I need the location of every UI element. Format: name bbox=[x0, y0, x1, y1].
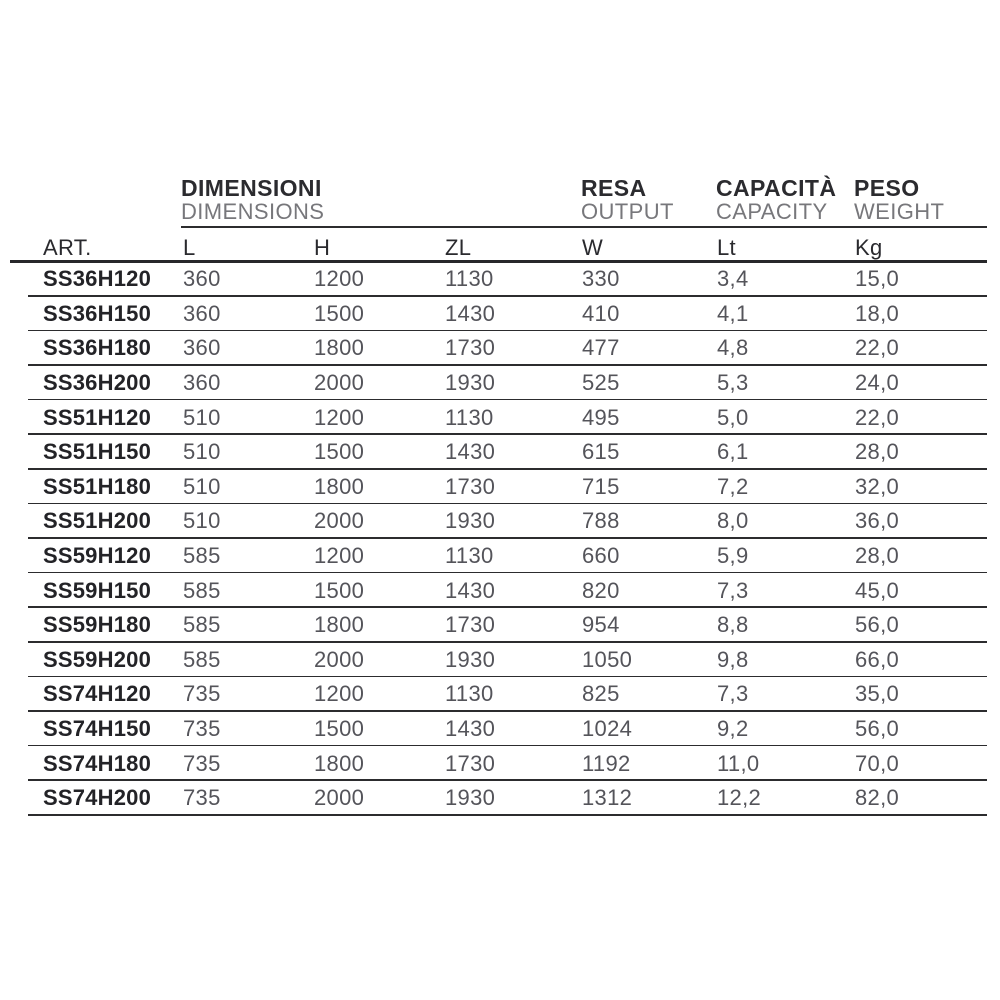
cell-l: 360 bbox=[183, 370, 221, 396]
cell-zl: 1730 bbox=[445, 612, 496, 638]
cell-l: 585 bbox=[183, 612, 221, 638]
cell-zl: 1930 bbox=[445, 646, 496, 672]
group-header-dimensions bbox=[181, 176, 324, 223]
cell-zl: 1130 bbox=[445, 404, 494, 430]
group-header-primary: CAPACITÀ bbox=[716, 175, 837, 201]
group-underline bbox=[181, 226, 987, 228]
art-code: SS59H200 bbox=[43, 646, 152, 672]
cell-lt: 7,2 bbox=[717, 473, 749, 499]
table-row bbox=[10, 781, 987, 816]
cell-w: 820 bbox=[582, 577, 620, 603]
cell-l: 585 bbox=[183, 543, 221, 569]
cell-h: 1500 bbox=[314, 577, 365, 603]
cell-lt: 4,8 bbox=[717, 335, 749, 361]
cell-lt: 8,0 bbox=[717, 508, 749, 534]
cell-l: 360 bbox=[183, 300, 221, 326]
table-row bbox=[10, 435, 987, 470]
table-body bbox=[10, 262, 987, 816]
cell-h: 1800 bbox=[314, 750, 365, 776]
art-code: SS51H180 bbox=[43, 473, 152, 499]
table-row bbox=[10, 643, 987, 678]
group-header-primary: RESA bbox=[581, 175, 647, 201]
cell-h: 1200 bbox=[314, 681, 365, 707]
cell-kg: 82,0 bbox=[855, 785, 900, 811]
cell-zl: 1730 bbox=[445, 335, 496, 361]
art-code: SS74H120 bbox=[43, 681, 152, 707]
cell-w: 525 bbox=[582, 370, 620, 396]
cell-zl: 1130 bbox=[445, 681, 494, 707]
cell-l: 735 bbox=[183, 750, 221, 776]
cell-h: 1500 bbox=[314, 439, 365, 465]
art-code: SS59H120 bbox=[43, 543, 152, 569]
cell-w: 715 bbox=[582, 473, 620, 499]
cell-zl: 1430 bbox=[445, 716, 496, 742]
cell-w: 1192 bbox=[582, 750, 631, 776]
cell-w: 477 bbox=[582, 335, 620, 361]
group-header-secondary: OUTPUT bbox=[581, 199, 674, 224]
cell-h: 1500 bbox=[314, 300, 365, 326]
art-code: SS59H180 bbox=[43, 612, 152, 638]
cell-h: 2000 bbox=[314, 508, 365, 534]
cell-lt: 4,1 bbox=[717, 300, 749, 326]
cell-kg: 70,0 bbox=[855, 750, 900, 776]
cell-l: 510 bbox=[183, 439, 221, 465]
column-header-kg: Kg bbox=[855, 235, 883, 260]
cell-h: 1500 bbox=[314, 716, 365, 742]
cell-zl: 1730 bbox=[445, 473, 496, 499]
cell-w: 615 bbox=[582, 439, 620, 465]
art-code: SS74H180 bbox=[43, 750, 152, 776]
cell-lt: 5,9 bbox=[717, 543, 749, 569]
column-header-lt: Lt bbox=[717, 235, 736, 260]
cell-lt: 12,2 bbox=[717, 785, 762, 811]
cell-zl: 1930 bbox=[445, 508, 496, 534]
table-row bbox=[10, 539, 987, 574]
table-row bbox=[10, 297, 987, 332]
group-header-primary: DIMENSIONI bbox=[181, 175, 322, 201]
cell-zl: 1430 bbox=[445, 577, 496, 603]
art-code: SS36H200 bbox=[43, 370, 152, 396]
group-header-primary: PESO bbox=[854, 175, 920, 201]
column-header-l: L bbox=[183, 235, 196, 260]
cell-lt: 5,0 bbox=[717, 404, 749, 430]
cell-zl: 1930 bbox=[445, 785, 496, 811]
group-header-weight bbox=[854, 176, 944, 223]
cell-w: 954 bbox=[582, 612, 620, 638]
cell-lt: 7,3 bbox=[717, 577, 749, 603]
cell-h: 2000 bbox=[314, 646, 365, 672]
cell-w: 1024 bbox=[582, 716, 633, 742]
cell-zl: 1130 bbox=[445, 543, 494, 569]
table-row bbox=[10, 573, 987, 608]
cell-l: 360 bbox=[183, 266, 221, 292]
group-header-capacity bbox=[716, 176, 836, 223]
art-code: SS74H150 bbox=[43, 716, 152, 742]
cell-kg: 28,0 bbox=[855, 543, 900, 569]
cell-l: 510 bbox=[183, 508, 221, 534]
cell-kg: 36,0 bbox=[855, 508, 900, 534]
cell-w: 1312 bbox=[582, 785, 633, 811]
table-row bbox=[10, 677, 987, 712]
cell-kg: 22,0 bbox=[855, 404, 900, 430]
group-header-output bbox=[581, 176, 674, 223]
art-code: SS59H150 bbox=[43, 577, 152, 603]
cell-kg: 24,0 bbox=[855, 370, 900, 396]
cell-lt: 3,4 bbox=[717, 266, 749, 292]
cell-h: 1200 bbox=[314, 404, 365, 430]
cell-l: 360 bbox=[183, 335, 221, 361]
column-header-art: ART. bbox=[43, 235, 92, 260]
cell-lt: 5,3 bbox=[717, 370, 749, 396]
art-code: SS51H150 bbox=[43, 439, 152, 465]
cell-h: 1800 bbox=[314, 335, 365, 361]
column-header-zl: ZL bbox=[445, 235, 472, 260]
cell-kg: 66,0 bbox=[855, 646, 900, 672]
cell-l: 735 bbox=[183, 785, 221, 811]
cell-h: 1200 bbox=[314, 543, 365, 569]
cell-kg: 56,0 bbox=[855, 716, 900, 742]
cell-zl: 1430 bbox=[445, 300, 496, 326]
table-row bbox=[10, 400, 987, 435]
cell-h: 1800 bbox=[314, 612, 365, 638]
cell-h: 1200 bbox=[314, 266, 365, 292]
cell-w: 660 bbox=[582, 543, 620, 569]
cell-lt: 9,2 bbox=[717, 716, 749, 742]
cell-w: 495 bbox=[582, 404, 620, 430]
column-header-h: H bbox=[314, 235, 331, 260]
art-code: SS36H150 bbox=[43, 300, 152, 326]
cell-l: 735 bbox=[183, 716, 221, 742]
cell-zl: 1730 bbox=[445, 750, 496, 776]
cell-zl: 1430 bbox=[445, 439, 496, 465]
cell-h: 2000 bbox=[314, 785, 365, 811]
cell-w: 788 bbox=[582, 508, 620, 534]
table-row bbox=[10, 712, 987, 747]
cell-kg: 45,0 bbox=[855, 577, 900, 603]
cell-l: 510 bbox=[183, 473, 221, 499]
cell-h: 1800 bbox=[314, 473, 365, 499]
cell-w: 330 bbox=[582, 266, 620, 292]
cell-lt: 6,1 bbox=[717, 439, 749, 465]
cell-w: 825 bbox=[582, 681, 620, 707]
group-header-secondary: WEIGHT bbox=[854, 199, 945, 224]
group-header-secondary: DIMENSIONS bbox=[181, 199, 325, 224]
cell-kg: 28,0 bbox=[855, 439, 900, 465]
art-code: SS51H120 bbox=[43, 404, 152, 430]
cell-l: 510 bbox=[183, 404, 221, 430]
cell-lt: 11,0 bbox=[717, 750, 760, 776]
cell-kg: 22,0 bbox=[855, 335, 900, 361]
art-code: SS51H200 bbox=[43, 508, 152, 534]
art-code: SS36H180 bbox=[43, 335, 152, 361]
cell-lt: 9,8 bbox=[717, 646, 749, 672]
art-code: SS36H120 bbox=[43, 266, 152, 292]
cell-kg: 56,0 bbox=[855, 612, 900, 638]
cell-zl: 1130 bbox=[445, 266, 494, 292]
cell-w: 410 bbox=[582, 300, 620, 326]
cell-kg: 15,0 bbox=[855, 266, 900, 292]
table-row bbox=[10, 331, 987, 366]
cell-h: 2000 bbox=[314, 370, 365, 396]
table-row bbox=[10, 608, 987, 643]
table-row bbox=[10, 504, 987, 539]
cell-lt: 7,3 bbox=[717, 681, 749, 707]
cell-lt: 8,8 bbox=[717, 612, 749, 638]
table-row bbox=[10, 262, 987, 297]
table-row bbox=[10, 366, 987, 401]
table-row bbox=[10, 470, 987, 505]
column-header-w: W bbox=[582, 235, 604, 260]
cell-l: 585 bbox=[183, 646, 221, 672]
cell-kg: 32,0 bbox=[855, 473, 900, 499]
cell-zl: 1930 bbox=[445, 370, 496, 396]
art-code: SS74H200 bbox=[43, 785, 152, 811]
cell-w: 1050 bbox=[582, 646, 633, 672]
table-row bbox=[10, 746, 987, 781]
cell-kg: 35,0 bbox=[855, 681, 900, 707]
group-header-secondary: CAPACITY bbox=[716, 199, 828, 224]
cell-kg: 18,0 bbox=[855, 300, 900, 326]
cell-l: 735 bbox=[183, 681, 221, 707]
cell-l: 585 bbox=[183, 577, 221, 603]
